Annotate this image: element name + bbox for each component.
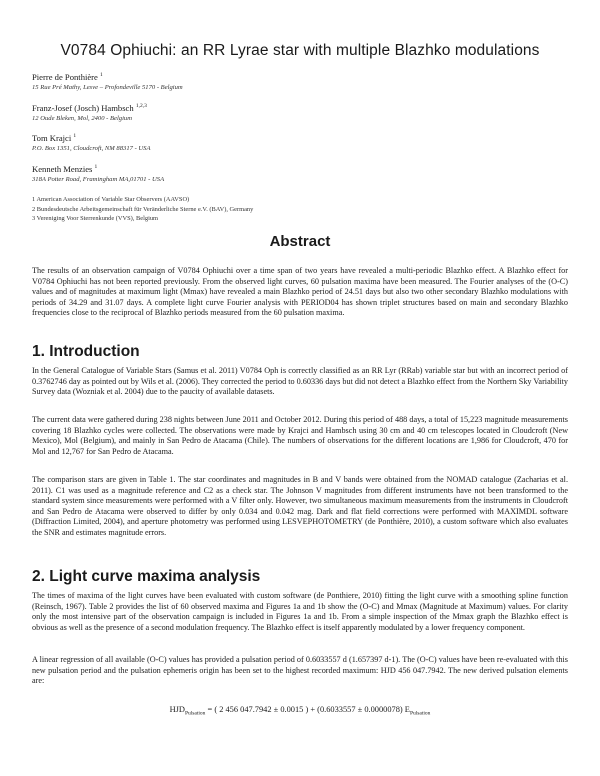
- pulsation-equation: $HJD_{Pulsation}$ = ( 2 456 047.7942 ± 0.0015 ) + (0.6033557 ± 0.0000078) $E_{Pulsation}$: [169, 705, 431, 717]
- abstract-paragraph: The results of an observation campaign of V0784 Ophiuchi over a time span of two years have revealed a multi-periodic Blazhko effect. A Blazhko effect for V0784 Ophiuchi has not been reported previously. From the observed light curves, 60 pulsation maxima have been measured. The Fourier analyses of the (O-C) values and of magnitudes at maximum light (Mmax) have revealed a main Blazhko period of 24.51 days but also two other secondary Blazhko modulations with periods of 34.29 and 31.07 days. A complete light curve Fourier analysis with PERIOD04 has shown triplet structures based on main and secondary Blazhko frequencies close to the reciprocal of Blazhko periods measured from the 60 pulsation maxima.: [32, 266, 568, 318]
- affiliation-item: 2 Bundesdeutsche Arbeitsgemeinschaft für Veränderliche Sterne e.V. (BAV), Germany: [32, 205, 254, 213]
- affiliation-marker: 1: [73, 133, 77, 140]
- author-name: Franz-Josef (Josch) Hambsch $^{1,2,3}$: [32, 103, 147, 113]
- section-heading-maxima: 2. Light curve maxima analysis: [32, 568, 261, 585]
- body-paragraph: The times of maxima of the light curves have been evaluated with custom software (de Ponthiere, 2010) fitting the light curve with a smoothing spline function (Reinsch, 1967). Table 2 provides the list of 60 observed maxima and Figures 1a and 1b show the (O-C) and Mmax (Magnitude at Maximum) values. For clarity only the most intensive part of the observation campaign is included in Figures 1a and 1b. From a simple inspection of the Mmax graph the Blazhko effect is obvious as well as the presence of a second modulation frequency. The Blazhko effect is itself apparently modulated by a lower frequency component.: [32, 591, 568, 632]
- author-address: 15 Rue Pré Mathy, Lesve – Profondeville 5170 - Belgium: [32, 84, 183, 91]
- body-paragraph: The current data were gathered during 238 nights between June 2011 and October 2012. During this period of 488 days, a total of 15,223 magnitude measurements covering 18 Blazhko cycles were collected. The observations were made by Krajci and Hambsch using 30 cm and 40 cm telescopes located in Cloudcroft (New Mexico), Mol (Belgium), and mainly in San Pedro de Atacama (Chile). The numbers of observations for the different locations are 1,986 for Cloudcroft, 470 for Mol and 12,767 for San Pedro de Atacama.: [32, 415, 568, 456]
- author-block: [32, 133, 151, 154]
- affiliation-marker: 1: [94, 164, 98, 171]
- author-block: [32, 72, 183, 93]
- author-name: Kenneth Menzies $^1$: [32, 164, 98, 174]
- affiliation-marker: 1,2,3: [135, 103, 147, 110]
- paper-title: V0784 Ophiuchi: an RR Lyrae star with multiple Blazhko modulations: [60, 42, 540, 59]
- affiliation-marker: 1: [100, 72, 103, 79]
- abstract-heading: Abstract: [269, 233, 331, 250]
- author-address: 318A Potter Road, Framingham MA,01701 - USA: [32, 176, 165, 183]
- author-block: [32, 164, 164, 185]
- author-address: 12 Oude Bleken, Mol, 2400 - Belgium: [32, 115, 132, 122]
- body-paragraph: A linear regression of all available (O-C) values has provided a pulsation period of 0.6033557 d (1.657397 d-1). The (O-C) values have been re-evaluated with this new pulsation period and the pulsation ephemeris origin has been set to the highest recorded maximum: HJD 456 047.7942. The new derived pulsation elements are:: [32, 655, 568, 686]
- body-paragraph: In the General Catalogue of Variable Stars (Samus et al. 2011) V0784 Oph is correctly classified as an RR Lyr (RRab) variable star but with an incorrect period of 0.3762746 day as pointed out by Wils et al. (2006). They corrected the period to 0.60336 days but did not detect a Blazhko effect from the Northern Sky Variability Survey data (Wozniak et al. 2004) due to the paucity of available datasets.: [32, 366, 568, 397]
- affiliation-item: 1 American Association of Variable Star Observers (AAVSO): [32, 196, 190, 203]
- author-name: Pierre de Ponthière $^1$: [32, 72, 103, 82]
- author-address: P.O. Box 1351, Cloudcroft, NM 88317 - USA: [32, 145, 151, 152]
- author-block: [32, 103, 147, 124]
- affiliations-list: [32, 195, 253, 224]
- body-paragraph: The comparison stars are given in Table 1. The star coordinates and magnitudes in B and V bands were obtained from the NOMAD catalogue (Zacharias et al. 2011). C1 was used as a magnitude reference and C2 as a check star. The Johnson V magnitudes from different instruments have not been transformed to the standard system since measurements were performed with a V filter only. However, two simultaneous maximum measurements from the instruments in Cloudcroft and San Pedro de Atacama were observed to differ by only 0.034 and 0.042 mag. Dark and flat field corrections were performed with MAXIMDL software (Diffraction Limited, 2004), and aperture photometry was performed using LESVEPHOTOMETRY (de Ponthière, 2010), a custom software which also evaluates the SNR and estimates magnitude errors.: [32, 475, 568, 537]
- author-name: Tom Krajci $^1$: [32, 133, 77, 143]
- affiliation-item: 3 Vereniging Voor Sterrenkunde (VVS), Belgium: [32, 215, 159, 222]
- section-heading-introduction: 1. Introduction: [32, 343, 140, 360]
